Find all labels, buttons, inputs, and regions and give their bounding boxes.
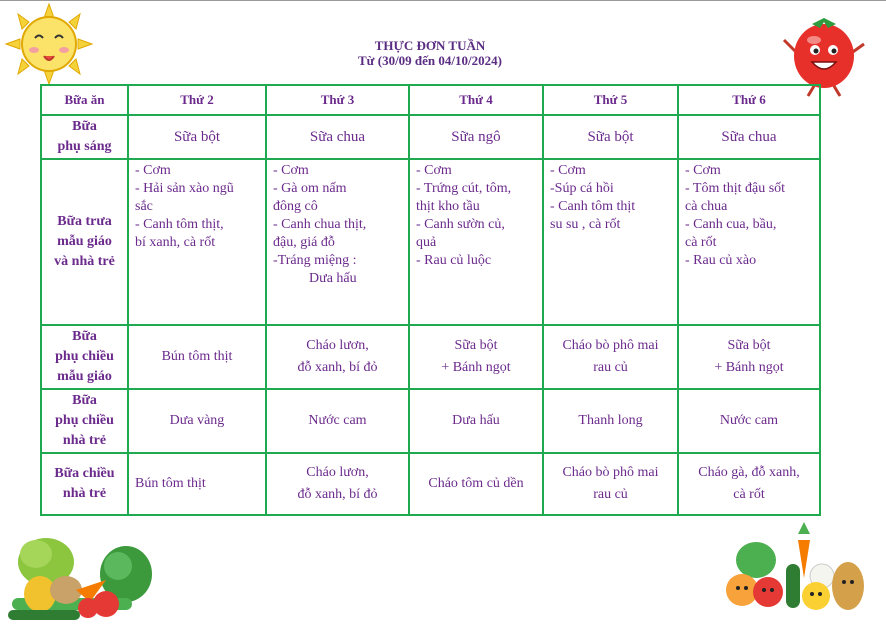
meal-cell: Cháo tôm củ dền	[409, 453, 543, 515]
row-label: Bữa phụ chiều mẫu giáo	[41, 325, 128, 389]
meal-cell: - Cơm - Hải sản xào ngũ sắc - Canh tôm thịt, bí xanh, cà rốt	[128, 159, 266, 325]
meal-cell: - Cơm - Tôm thịt đậu sốt cà chua - Canh cua, bầu, cà rốt - Rau củ xào	[678, 159, 820, 325]
day-header: Thứ 5	[543, 85, 678, 115]
row-label: Bữa phụ chiều nhà trẻ	[41, 389, 128, 453]
meal-cell: Cháo bò phô mai rau củ	[543, 453, 678, 515]
meal-cell: Thanh long	[543, 389, 678, 453]
table-row	[41, 115, 820, 159]
page-title: THỰC ĐƠN TUẦN	[374, 38, 486, 53]
date-range: Từ (30/09 đến 04/10/2024)	[358, 53, 502, 68]
weekly-menu-table	[40, 84, 821, 516]
meal-cell: Sữa ngô	[409, 115, 543, 159]
vegetable-characters-icon	[724, 520, 874, 616]
table-row	[41, 159, 820, 325]
meal-cell: Cháo lươn, đỗ xanh, bí đỏ	[266, 325, 409, 389]
row-label: Bữa trưa mẫu giáo và nhà trẻ	[41, 159, 128, 325]
day-header: Thứ 4	[409, 85, 543, 115]
meal-cell: - Cơm - Gà om nấm đông cô - Canh chua thịt, đậu, giá đỗ -Tráng miệng : Dưa hấu	[266, 159, 409, 325]
meal-cell: Sữa chua	[678, 115, 820, 159]
meal-cell: Dưa hấu	[409, 389, 543, 453]
meal-cell: Nước cam	[678, 389, 820, 453]
day-header: Thứ 6	[678, 85, 820, 115]
meal-cell: Sữa bột + Bánh ngọt	[678, 325, 820, 389]
meal-cell: - Cơm -Súp cá hồi - Canh tôm thịt su su , cà rốt	[543, 159, 678, 325]
meal-cell: Cháo gà, đỗ xanh, cà rốt	[678, 453, 820, 515]
meal-cell: Sữa bột + Bánh ngọt	[409, 325, 543, 389]
meal-cell: Sữa chua	[266, 115, 409, 159]
day-header: Thứ 2	[128, 85, 266, 115]
meal-cell: - Cơm - Trứng cút, tôm, thịt kho tầu - Canh sườn củ, quả - Rau củ luộc	[409, 159, 543, 325]
meal-cell: Cháo lươn, đỗ xanh, bí đỏ	[266, 453, 409, 515]
meal-cell: Sữa bột	[543, 115, 678, 159]
meal-cell: Cháo bò phô mai rau củ	[543, 325, 678, 389]
vegetables-icon	[6, 528, 156, 624]
table-row	[41, 389, 820, 453]
meal-cell: Dưa vàng	[128, 389, 266, 453]
corner-header: Bữa ăn	[41, 85, 128, 115]
table-row	[41, 325, 820, 389]
meal-cell: Sữa bột	[128, 115, 266, 159]
day-header: Thứ 3	[266, 85, 409, 115]
table-header-row	[41, 85, 820, 115]
row-label: Bữa phụ sáng	[41, 115, 128, 159]
meal-cell: Bún tôm thịt	[128, 453, 266, 515]
top-divider	[0, 0, 886, 1]
meal-cell: Bún tôm thịt	[128, 325, 266, 389]
table-row	[41, 453, 820, 515]
row-label: Bữa chiều nhà trẻ	[41, 453, 128, 515]
meal-cell: Nước cam	[266, 389, 409, 453]
